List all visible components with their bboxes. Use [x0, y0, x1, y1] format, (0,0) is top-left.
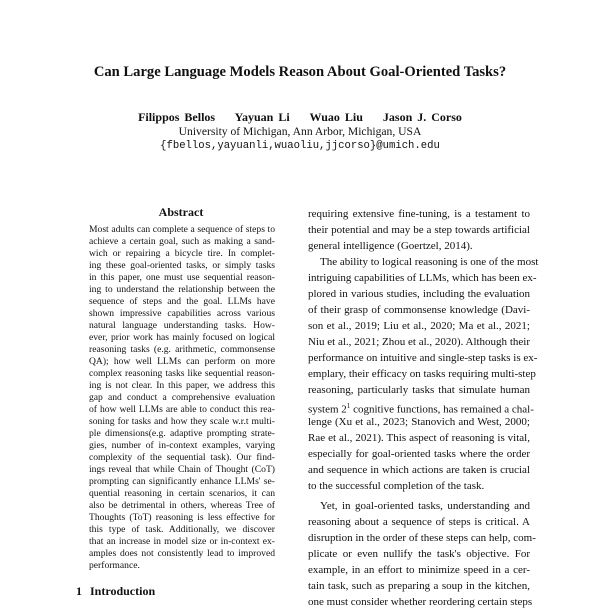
footnote-marker: 1	[346, 402, 351, 410]
abstract-line: prompting can significantly enhance LLMs' se-	[89, 476, 275, 487]
abstract-line: natural language understanding tasks. How-	[89, 320, 275, 331]
abstract-line: complexity of the sequential task). Our find-	[89, 452, 275, 463]
body-line: one must consider whether reordering certain steps	[308, 596, 533, 608]
body-line: example, in an effort to minimize speed in a cer-	[308, 564, 530, 576]
abstract-line: ever, prior work has mainly focused on logical	[89, 332, 275, 343]
email-list: {fbellos,yayuanli,wuaoliu,jjcorso}@umich.edu	[160, 140, 440, 152]
body-line: performance on intuitive and single-step tasks is ex-	[308, 352, 538, 364]
affiliation: University of Michigan, Ann Arbor, Michigan, USA	[178, 125, 422, 138]
abstract-line: ple dimensions(e.g. adaptive prompting strate-	[89, 428, 275, 439]
body-line: to the successful completion of the task.	[308, 480, 485, 492]
paper-title: Can Large Language Models Reason About Goal-Oriented Tasks?	[93, 64, 507, 80]
body-line: plicate or even nullify the task's objective. For	[308, 548, 530, 560]
section-heading	[76, 584, 155, 599]
abstract-line: ing these goal-oriented tasks, or simply tasks	[89, 260, 275, 271]
abstract-line: ings reveal that while Chain of Thought (CoT)	[89, 464, 275, 475]
abstract-line: QA); how well LLMs can perform on more	[89, 356, 275, 367]
abstract-line: of how well LLMs are able to conduct this rea-	[89, 404, 275, 415]
abstract-line: ing to understand the relationship between the	[89, 284, 275, 295]
abstract-line: shown impressive capabilities across various	[89, 308, 275, 319]
body-line: reasoning, particularly tasks that simulate human	[308, 384, 530, 396]
body-line: plored in various studies, including the evaluation	[308, 288, 530, 300]
body-line: The ability to logical reasoning is one of the most	[320, 256, 539, 268]
body-line: general intelligence (Goertzel, 2014).	[308, 240, 473, 252]
body-line: of their grasp of commonsense knowledge (Davi-	[308, 304, 530, 316]
body-line: lenge (Xu et al., 2023; Stanovich and West, 2000;	[308, 416, 530, 428]
body-line: tain task, such as preparing a soup in the kitchen,	[308, 580, 530, 592]
body-line: Rae et al., 2021). This aspect of reasoning is vital,	[308, 432, 530, 444]
abstract-line: also be detrimental in others, whereas Tree of	[89, 500, 275, 511]
section-title: Introduction	[90, 584, 156, 598]
abstract-line: amples does not consistently lead to improved	[89, 548, 275, 559]
abstract-line: performance.	[89, 560, 140, 571]
abstract-line: achieve a certain goal, such as making a sand-	[89, 236, 275, 247]
abstract-line: Most adults can complete a sequence of steps to	[89, 224, 275, 235]
abstract-line: gies, number of in-context examples, varying	[89, 440, 275, 451]
body-text: system 2	[308, 403, 347, 416]
body-line: reasoning about a sequence of steps is critical. A	[308, 516, 530, 528]
abstract-line: in this paper, one must use sequential reason-	[89, 272, 275, 283]
abstract-line: Thoughts (ToT) reasoning is less effective for	[89, 512, 275, 523]
body-line: their potential and may be a step towards artificial	[308, 224, 530, 236]
author-list: Filippos Bellos Yayuan Li Wuao Liu Jason J. Corso	[138, 110, 462, 124]
abstract-line: complex reasoning tasks like sequential reason-	[89, 368, 275, 379]
abstract-line: this type of task. Additionally, we discover	[89, 524, 275, 535]
abstract-line: soning for tasks and how they scale w.r.t multi-	[89, 416, 275, 427]
body-line: requiring extensive fine-tuning, is a testament to	[308, 208, 530, 220]
abstract-line: quential reasoning in certain scenarios, it can	[89, 488, 275, 499]
body-line: intriguing capabilities of LLMs, which has been ex-	[308, 272, 537, 284]
abstract-line: sequence of steps and the goal. LLMs have	[89, 296, 275, 307]
abstract-heading: Abstract	[158, 205, 204, 219]
body-line: and sequence in which actions are taken is crucial	[308, 464, 530, 476]
abstract-line: wich or repairing a bicycle tire. In complet-	[89, 248, 275, 259]
body-line: disruption in the order of these steps can help, com-	[308, 532, 536, 544]
body-line: emplary, their efficacy on tasks requiring multi-step	[308, 368, 536, 380]
body-text: cognitive functions, has remained a chal-	[350, 403, 534, 416]
abstract-line: ing is not clear. In this paper, we address this	[89, 380, 275, 391]
body-line: son et al., 2019; Liu et al., 2020; Ma et al., 2021;	[308, 320, 530, 332]
body-line: Yet, in goal-oriented tasks, understanding and	[320, 500, 530, 512]
body-line: Niu et al., 2021; Zhou et al., 2020). Although their	[308, 336, 530, 348]
abstract-line: that an increase in model size or in-context ex-	[89, 536, 275, 547]
section-number: 1	[76, 584, 82, 598]
abstract-line: reasoning tasks (e.g. arithmetic, commonsense	[89, 344, 275, 355]
body-line: especially for goal-oriented tasks where the order	[308, 448, 530, 460]
abstract-line: gap and conduct a comprehensive evaluation	[89, 392, 275, 403]
